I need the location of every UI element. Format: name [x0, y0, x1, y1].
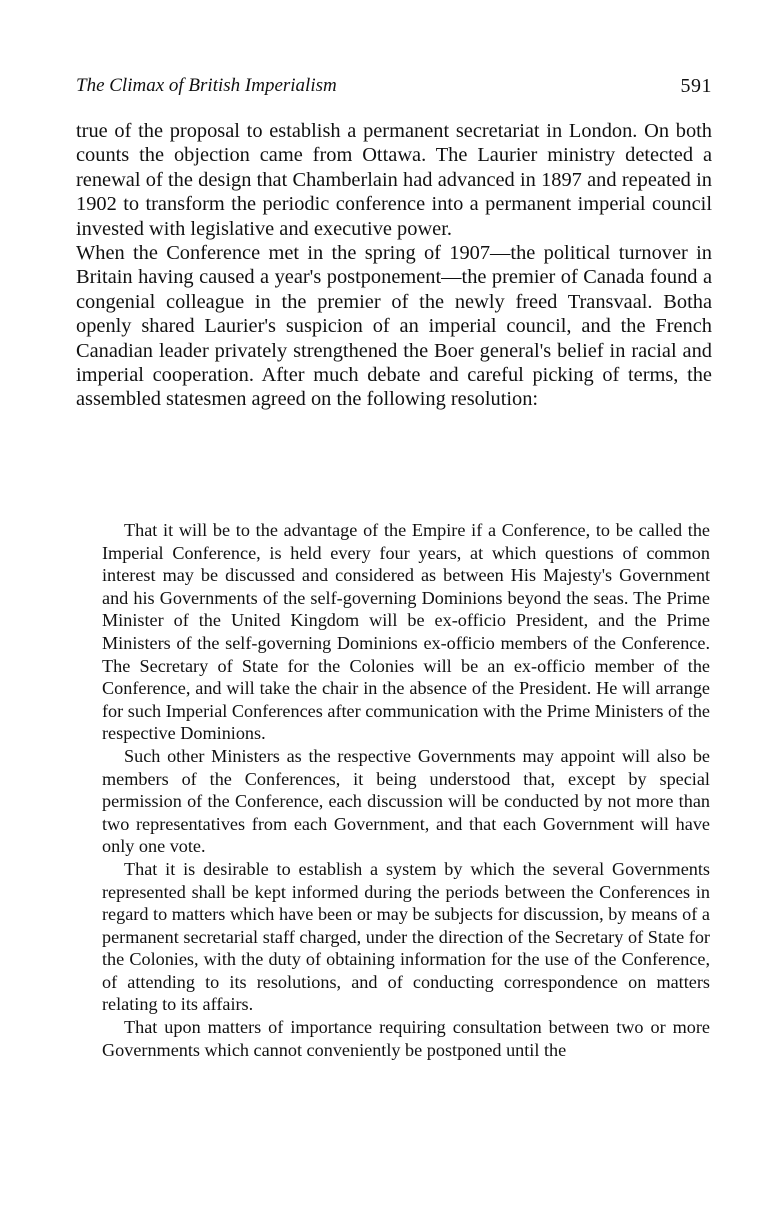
- quotation-paragraph: That it will be to the advantage of the Empire if a Conference, to be called the Imperial Conference, is held every four years, at which questions of common interest may be discussed and considered as between His Majesty's Government and his Governments of the self-governing Dominions beyond the seas. The Prime Minister of the United Kingdom will be ex-officio President, and the Prime Ministers of the self-governing Dominions ex-officio members of the Conference. The Secretary of State for the Colonies will be an ex-officio member of the Conference, and will take the chair in the absence of the President. He will arrange for such Imperial Conferences after communication with the Prime Ministers of the respective Dominions.: [102, 520, 710, 744]
- body-paragraph: When the Conference met in the spring of 1907—the political turnover in Britain having caused a year's postponement—the premier of Canada found a congenial colleague in the premier of the newly freed Transvaal. Botha openly shared Laurier's suspicion of an imperial council, and the French Canadian leader privately strengthened the Boer general's belief in racial and imperial cooperation. After much debate and careful picking of terms, the assembled statesmen agreed on the following resolution:: [76, 242, 712, 411]
- quotation-paragraph: Such other Ministers as the respective Governments may appoint will also be members of the Conferences, it being understood that, except by special permission of the Conference, each discussion will be conducted by not more than two representatives from each Government, and that each Government will have only one vote.: [102, 745, 710, 857]
- page-number: 591: [680, 75, 712, 97]
- body-text: [76, 119, 712, 412]
- body-paragraph: true of the proposal to establish a permanent secretariat in London. On both counts the objection came from Ottawa. The Laurier ministry detected a renewal of the design that Chamberlain had advanced in 1897 and repeated in 1902 to transform the periodic conference into a permanent imperial council invested with legislative and executive power.: [76, 120, 712, 240]
- quotation-paragraph: That upon matters of importance requiring consultation between two or more Governments which cannot conveniently be postponed until the: [102, 1017, 710, 1060]
- running-head: [76, 74, 712, 102]
- quotation-paragraph: That it is desirable to establish a system by which the several Governments represented shall be kept informed during the periods between the Conferences in regard to matters which have been or may be subjects for discussion, by means of a permanent secretarial staff charged, under the direction of the Secretary of State for the Colonies, with the duty of obtaining information for the use of the Conference, of attending to its resolutions, and of conducting correspondence on matters relating to its affairs.: [102, 858, 710, 1015]
- running-title: The Climax of British Imperialism: [76, 75, 337, 96]
- block-quotation: [102, 519, 710, 1061]
